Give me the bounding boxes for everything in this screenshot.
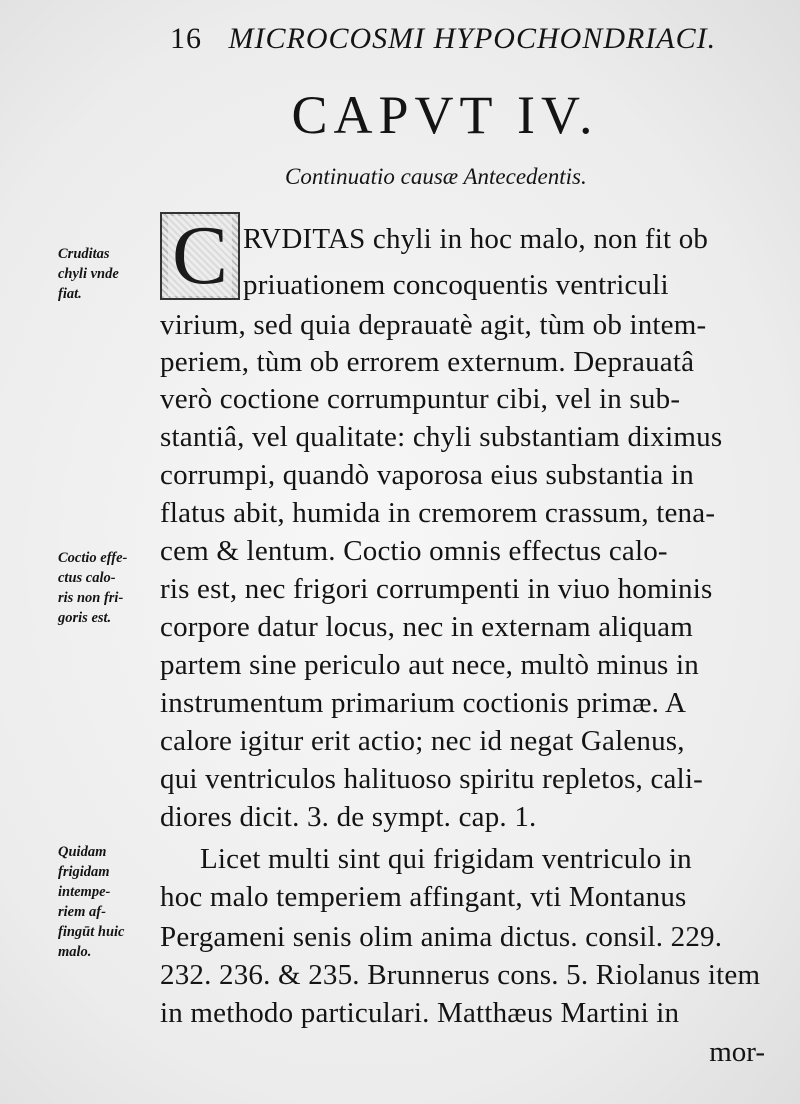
margin-note-line: intempe- (58, 884, 111, 900)
decorated-initial (160, 209, 240, 302)
body-line: partem sine periculo aut nece, multò minus in (160, 649, 699, 681)
margin-note-line: Cruditas (58, 246, 110, 262)
chapter-subtitle: Continuatio causæ Antecedentis. (285, 164, 587, 189)
body-line: instrumentum primarium coctionis primæ. A (160, 687, 687, 719)
body-line: corrumpi, quandò vaporosa eius substantia in (160, 459, 694, 491)
initial-letter: C (168, 216, 232, 296)
margin-note-line: frigidam (58, 864, 110, 880)
body-line: stantiâ, vel qualitate: chyli substantiam diximus (160, 421, 723, 453)
margin-note-line: goris est. (58, 610, 112, 626)
running-head (170, 22, 760, 56)
margin-note-line: chyli vnde (58, 266, 119, 282)
margin-note-cruditas (58, 244, 158, 304)
body-line: periem, tùm ob errorem externum. Deprauatâ (160, 346, 695, 378)
body-line: ris est, nec frigori corrumpenti in viuo hominis (160, 573, 713, 605)
margin-note-quidam (58, 842, 158, 962)
margin-note-line: malo. (58, 944, 92, 960)
body-line: priuationem concoquentis ventriculi (243, 269, 669, 301)
body-line: virium, sed quia deprauatè agit, tùm ob intem- (160, 309, 707, 341)
margin-note-line: fiat. (58, 286, 82, 302)
margin-note-line: ctus calo- (58, 570, 116, 586)
margin-note-line: ris non fri- (58, 590, 124, 606)
body-line: flatus abit, humida in cremorem crassum, tena- (160, 497, 716, 529)
body-line: corpore datur locus, nec in externam aliquam (160, 611, 694, 643)
catchword: mor- (709, 1036, 765, 1068)
body-line: Pergameni senis olim anima dictus. consil. 229. (160, 921, 723, 953)
body-line: 232. 236. & 235. Brunnerus cons. 5. Riolanus item (160, 959, 761, 991)
body-line: hoc malo temperiem affingant, vti Montanus (160, 881, 687, 913)
body-line: in methodo particulari. Matthæus Martini in (160, 997, 680, 1029)
body-line: qui ventriculos halituoso spiritu repletos, cali- (160, 763, 703, 795)
margin-note-line: Quidam (58, 844, 107, 860)
margin-note-line: Coctio effe- (58, 550, 128, 566)
chapter-title: CAPVT IV. (291, 85, 599, 145)
body-line: diores dicit. 3. de sympt. cap. 1. (160, 801, 537, 833)
page-number: 16 (170, 22, 202, 55)
margin-note-coctio (58, 548, 158, 628)
body-line: verò coctione corrumpuntur cibi, vel in sub- (160, 383, 681, 415)
running-title: MICROCOSMI HYPOCHONDRIACI. (228, 22, 717, 55)
margin-note-line: fingūt huic (58, 924, 125, 940)
body-line: RVDITAS chyli in hoc malo, non fit ob (243, 223, 709, 255)
body-line: Licet multi sint qui frigidam ventriculo in (200, 843, 692, 875)
body-line: calore igitur erit actio; nec id negat Galenus, (160, 725, 685, 757)
body-line: cem & lentum. Coctio omnis effectus calo- (160, 535, 668, 567)
margin-note-line: riem af- (58, 904, 106, 920)
